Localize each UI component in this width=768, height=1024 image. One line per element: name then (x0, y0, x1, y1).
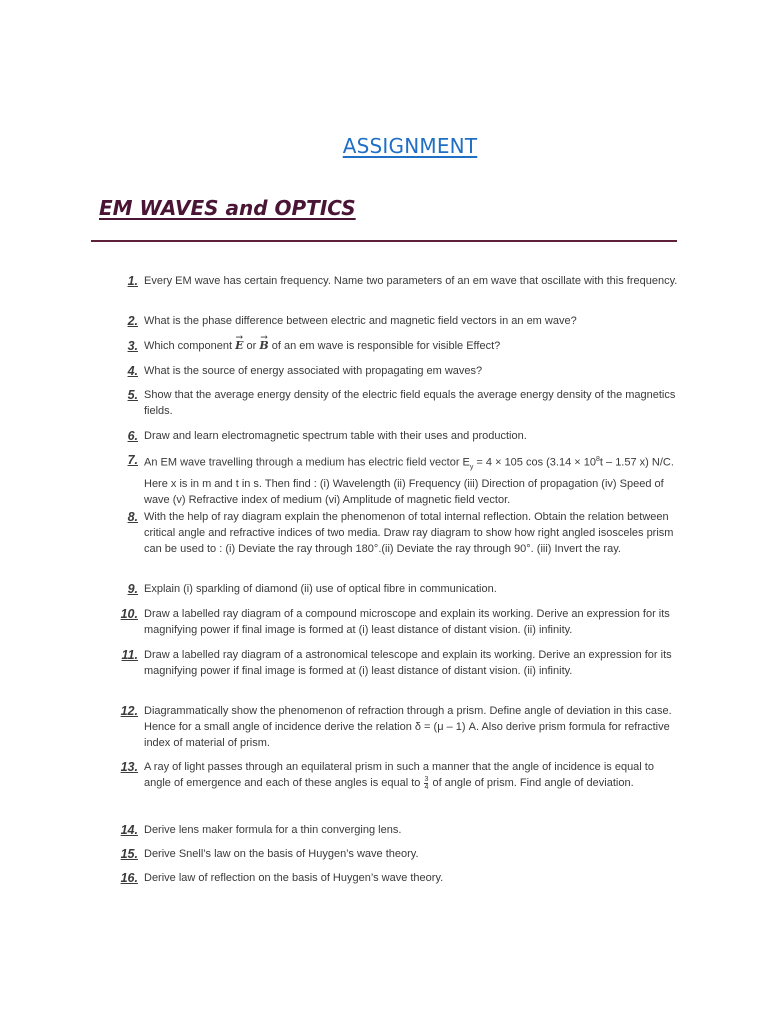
question-number: 15. (120, 847, 138, 861)
question-text: With the help of ray diagram explain the phenomenon of total internal reflection. Obtain the relation between critical angle and refractive indices of two media. Draw ray diagram to show how right angled isosceles prism can be used to : (i) Deviate the ray through 180°.(ii) Deviate the ray through 90°. (iii) Invert the ray. (144, 511, 674, 555)
question-text: Show that the average energy density of the electric field equals the average energy density of the magnetics fields. (144, 389, 676, 417)
fraction-three-quarters (424, 776, 428, 791)
section-subtitle: EM WAVES and OPTICS (99, 196, 356, 220)
question-text: Explain (i) sparkling of diamond (ii) use of optical fibre in communication. (144, 583, 497, 595)
question-number: 3. (127, 339, 138, 353)
question-text (144, 759, 680, 791)
superscript: 8 (596, 456, 600, 463)
question-text: Derive Snell’s law on the basis of Huygen’s wave theory. (144, 848, 419, 860)
question-text-part: Which component (144, 340, 236, 352)
question-text-part: An EM wave travelling through a medium has electric field vector E (144, 456, 470, 469)
question-text-part: or (243, 340, 260, 352)
question-text (144, 338, 680, 354)
fraction-numerator: 3 (424, 775, 429, 783)
question-number: 11. (121, 648, 138, 662)
question-text: Diagrammatically show the phenomenon of refraction through a prism. Define angle of deviation in this case. Hence for a small angle of incidence derive the relation δ = (μ – 1) A. Also derive prism formula for refractive index of material of prism. (144, 705, 672, 749)
question-number: 14. (120, 823, 138, 837)
question-text: Derive lens maker formula for a thin converging lens. (144, 824, 402, 836)
vector-e-symbol: → E (235, 339, 243, 352)
question-text-part: t – 1.57 x) N/C. Here x is in m and t in s. Then find : (i) Wavelength (ii) Frequency (iii) Direction of propagation (iv) Speed of wave (v) Refractive index of medium (vi) Amplitude of magnetic field vector. (144, 456, 674, 506)
fraction-denominator: 4 (424, 783, 429, 791)
subscript: y (469, 463, 474, 471)
question-text: Draw a labelled ray diagram of a compound microscope and explain its working. Derive an expression for its magnifying power if final image is formed at (i) least distance of distant vision. (ii) infinity. (144, 608, 670, 636)
question-number: 2. (127, 314, 138, 328)
question-number: 6. (127, 429, 138, 443)
question-text-part: of an em wave is responsible for visible Effect? (268, 340, 501, 352)
question-text: Derive law of reflection on the basis of Huygen’s wave theory. (144, 872, 444, 884)
question-number: 4. (127, 364, 138, 378)
question-text: Draw a labelled ray diagram of a astronomical telescope and explain its working. Derive an expression for its magnifying power if final image is formed at (i) least distance of distant vision. (ii) infinity. (144, 649, 672, 677)
question-number: 8. (127, 510, 138, 524)
question-text: What is the phase difference between electric and magnetic field vectors in an em wave? (144, 315, 577, 327)
question-number: 7. (127, 453, 138, 467)
question-number: 10. (120, 607, 138, 621)
question-number: 12. (120, 704, 138, 718)
question-text-part: = 4 × 105 cos (3.14 × 10 (473, 456, 596, 469)
assignment-title: ASSIGNMENT (342, 134, 478, 158)
question-number: 1. (127, 274, 138, 288)
question-number: 5. (127, 388, 138, 402)
question-number: 16. (120, 871, 138, 885)
vector-b-symbol: → B (259, 339, 268, 352)
question-number: 9. (127, 582, 138, 596)
question-text: Draw and learn electromagnetic spectrum table with their uses and production. (144, 430, 527, 442)
question-text: What is the source of energy associated with propagating em waves? (144, 365, 483, 377)
question-text (144, 452, 680, 508)
question-text-part: A ray of light passes through an equilateral prism in such a manner that the angle of incidence is equal to angle of emergence and each of these angles is equal to (144, 761, 654, 789)
question-text-part: of angle of prism. Find angle of deviation. (429, 777, 634, 789)
question-text: Every EM wave has certain frequency. Name two parameters of an em wave that oscillate with this frequency. (144, 275, 678, 287)
question-number: 13. (120, 760, 138, 774)
